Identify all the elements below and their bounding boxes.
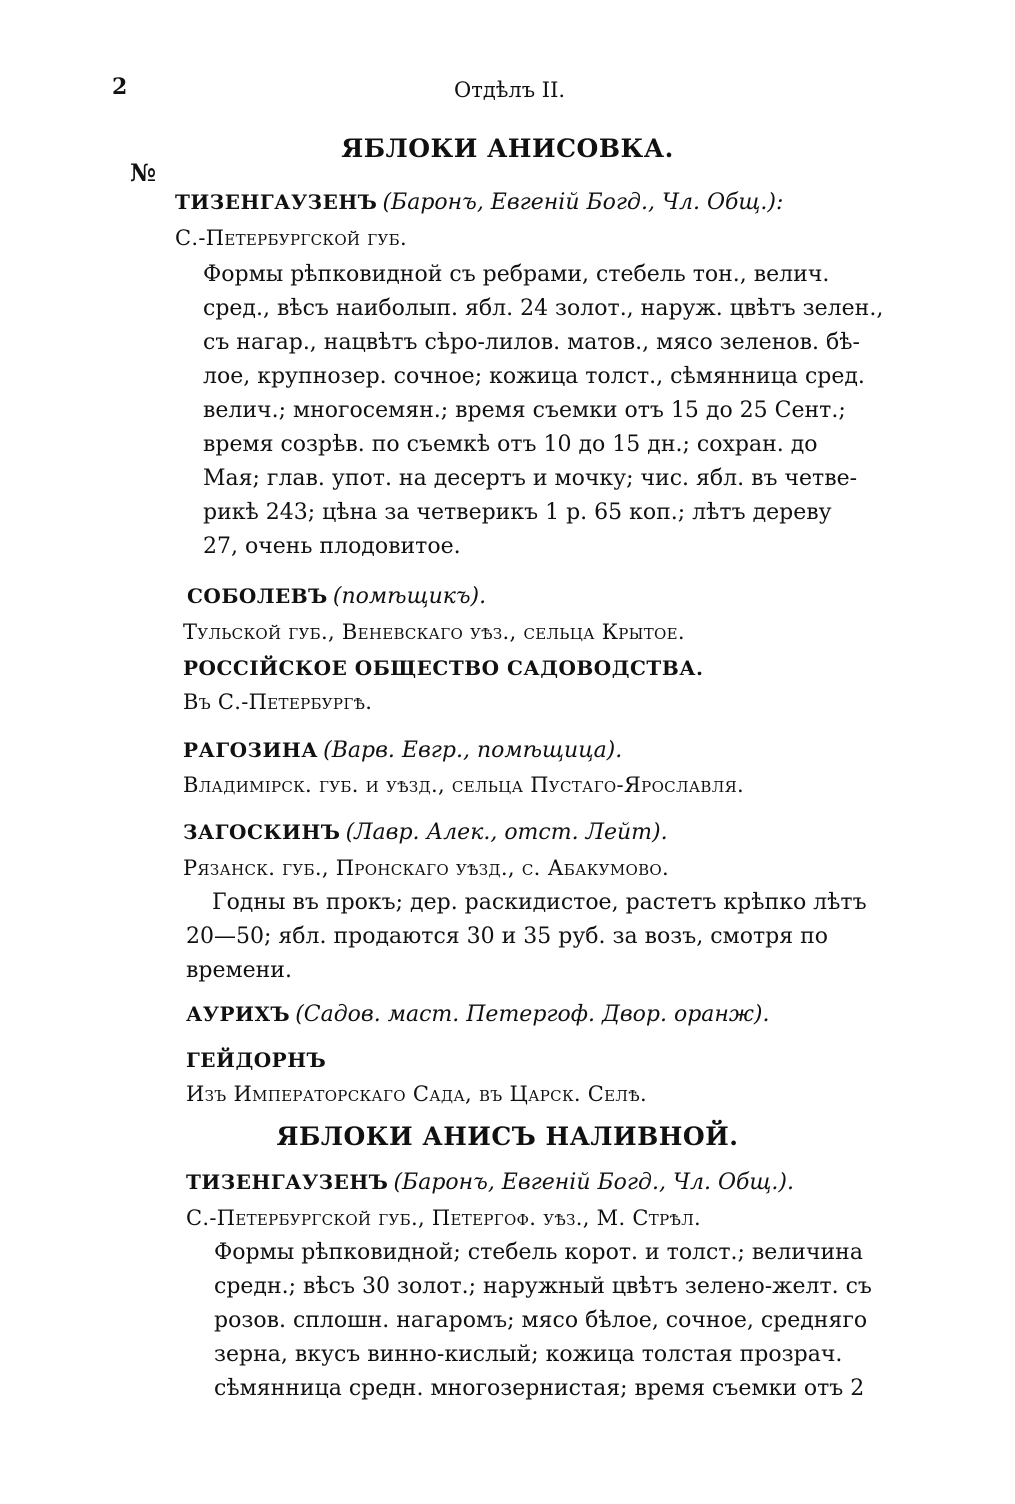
entry-place: Тульской губ., Веневскаго уѣз., сельца Крытое. bbox=[183, 620, 685, 644]
entry-text-line: средн.; вѣсъ 30 золот.; наружный цвѣтъ зелено-желт. съ bbox=[214, 1274, 872, 1299]
entry-description: (Баронъ, Евгеній Богд., Чл. Общ.). bbox=[393, 1170, 795, 1195]
running-head: Отдѣлъ II. bbox=[454, 78, 566, 102]
entry-text-line: зерна, вкусъ винно-кислый; кожица толстая прозрач. bbox=[214, 1342, 843, 1367]
entry-heading bbox=[183, 820, 668, 845]
entry-text-line: сѣмянница средн. многозернистая; время съемки отъ 2 bbox=[214, 1376, 865, 1401]
entry-text-line: 27, очень плодовитое. bbox=[203, 534, 461, 559]
entry-description: (Лавр. Алек., отст. Лейт). bbox=[345, 820, 668, 845]
entry-text-line: сред., вѣсъ наиболып. ябл. 24 золот., наруж. цвѣтъ зелен., bbox=[203, 296, 884, 321]
entry-text-line: розов. сплошн. нагаромъ; мясо бѣлое, сочное, средняго bbox=[214, 1308, 868, 1333]
entry-description: (Садов. маст. Петергоф. Двор. оранж). bbox=[295, 1002, 770, 1027]
entry-name: РАГОЗИНА bbox=[183, 738, 319, 762]
entry-place: С.-Петербургской губ. bbox=[175, 226, 407, 250]
entry-place: С.-Петербургской губ., Петергоф. уѣз., М. Стрѣл. bbox=[186, 1206, 702, 1230]
entry-name: ТИЗЕНГАУЗЕНЪ bbox=[175, 190, 378, 214]
entry-heading bbox=[186, 1002, 770, 1027]
entry-name: АУРИХЪ bbox=[186, 1002, 291, 1026]
number-mark: № bbox=[130, 158, 157, 187]
entry-name: ТИЗЕНГАУЗЕНЪ bbox=[186, 1170, 389, 1194]
entry-text-line: рикѣ 243; цѣна за четверикъ 1 р. 65 коп.; лѣтъ дереву bbox=[203, 500, 832, 525]
section-title-anis-nalivnoy: ЯБЛОКИ АНИСЪ НАЛИВНОЙ. bbox=[276, 1122, 739, 1151]
entry-description: (помѣщикъ). bbox=[332, 584, 487, 609]
entry-text-line: 20—50; ябл. продаются 30 и 35 руб. за возъ, смотря по bbox=[186, 924, 828, 949]
entry-text-line: Годны въ прокъ; дер. раскидистое, растетъ крѣпко лѣтъ bbox=[212, 890, 867, 915]
entry-name: ГЕЙДОРНЪ bbox=[186, 1048, 327, 1072]
entry-place: Владимірск. губ. и уѣзд., сельца Пустаго-Ярославля. bbox=[183, 773, 744, 797]
entry-place: Въ С.-Петербургѣ. bbox=[183, 690, 373, 714]
entry-heading bbox=[186, 1170, 794, 1195]
entry-text-line: время созрѣв. по съемкѣ отъ 10 до 15 дн.; сохран. до bbox=[203, 432, 818, 457]
entry-text-line: лое, крупнозер. сочное; кожица толст., сѣмянница сред. bbox=[203, 364, 865, 389]
page-number: 2 bbox=[112, 74, 128, 100]
entry-text-line: съ нагар., нацвѣтъ сѣро-лилов. матов., мясо зеленов. бѣ- bbox=[203, 330, 860, 355]
entry-description: (Варв. Евгр., помѣщица). bbox=[323, 738, 623, 763]
section-title-anisovka: ЯБЛОКИ АНИСОВКА. bbox=[341, 134, 674, 163]
entry-text-line: времени. bbox=[186, 958, 292, 983]
entry-description: (Баронъ, Евгеній Богд., Чл. Общ.): bbox=[382, 190, 784, 215]
entry-text-line: велич.; многосемян.; время съемки отъ 15 до 25 Сент.; bbox=[203, 398, 846, 423]
entry-name: СОБОЛЕВЪ bbox=[187, 584, 328, 608]
entry-place: Рязанск. губ., Пронскаго уѣзд., с. Абакумово. bbox=[183, 856, 669, 880]
entry-text-line: Формы рѣпковидной съ ребрами, стебель тон., велич. bbox=[203, 262, 830, 287]
entry-heading bbox=[175, 190, 783, 215]
entry-heading bbox=[186, 1048, 326, 1072]
entry-place: Изъ Императорскаго Сада, въ Царск. Селѣ. bbox=[186, 1082, 647, 1106]
entry-heading bbox=[183, 656, 703, 680]
entry-text-line: Формы рѣпковидной; стебель корот. и толст.; величина bbox=[214, 1240, 863, 1265]
entry-heading bbox=[187, 584, 486, 609]
entry-heading bbox=[183, 738, 622, 763]
entry-name: РОССІЙСКОЕ ОБЩЕСТВО САДОВОДСТВА. bbox=[183, 656, 704, 680]
entry-text-line: Мая; глав. упот. на десертъ и мочку; чис. ябл. въ четве- bbox=[203, 466, 858, 491]
entry-name: ЗАГОСКИНЪ bbox=[183, 820, 341, 844]
